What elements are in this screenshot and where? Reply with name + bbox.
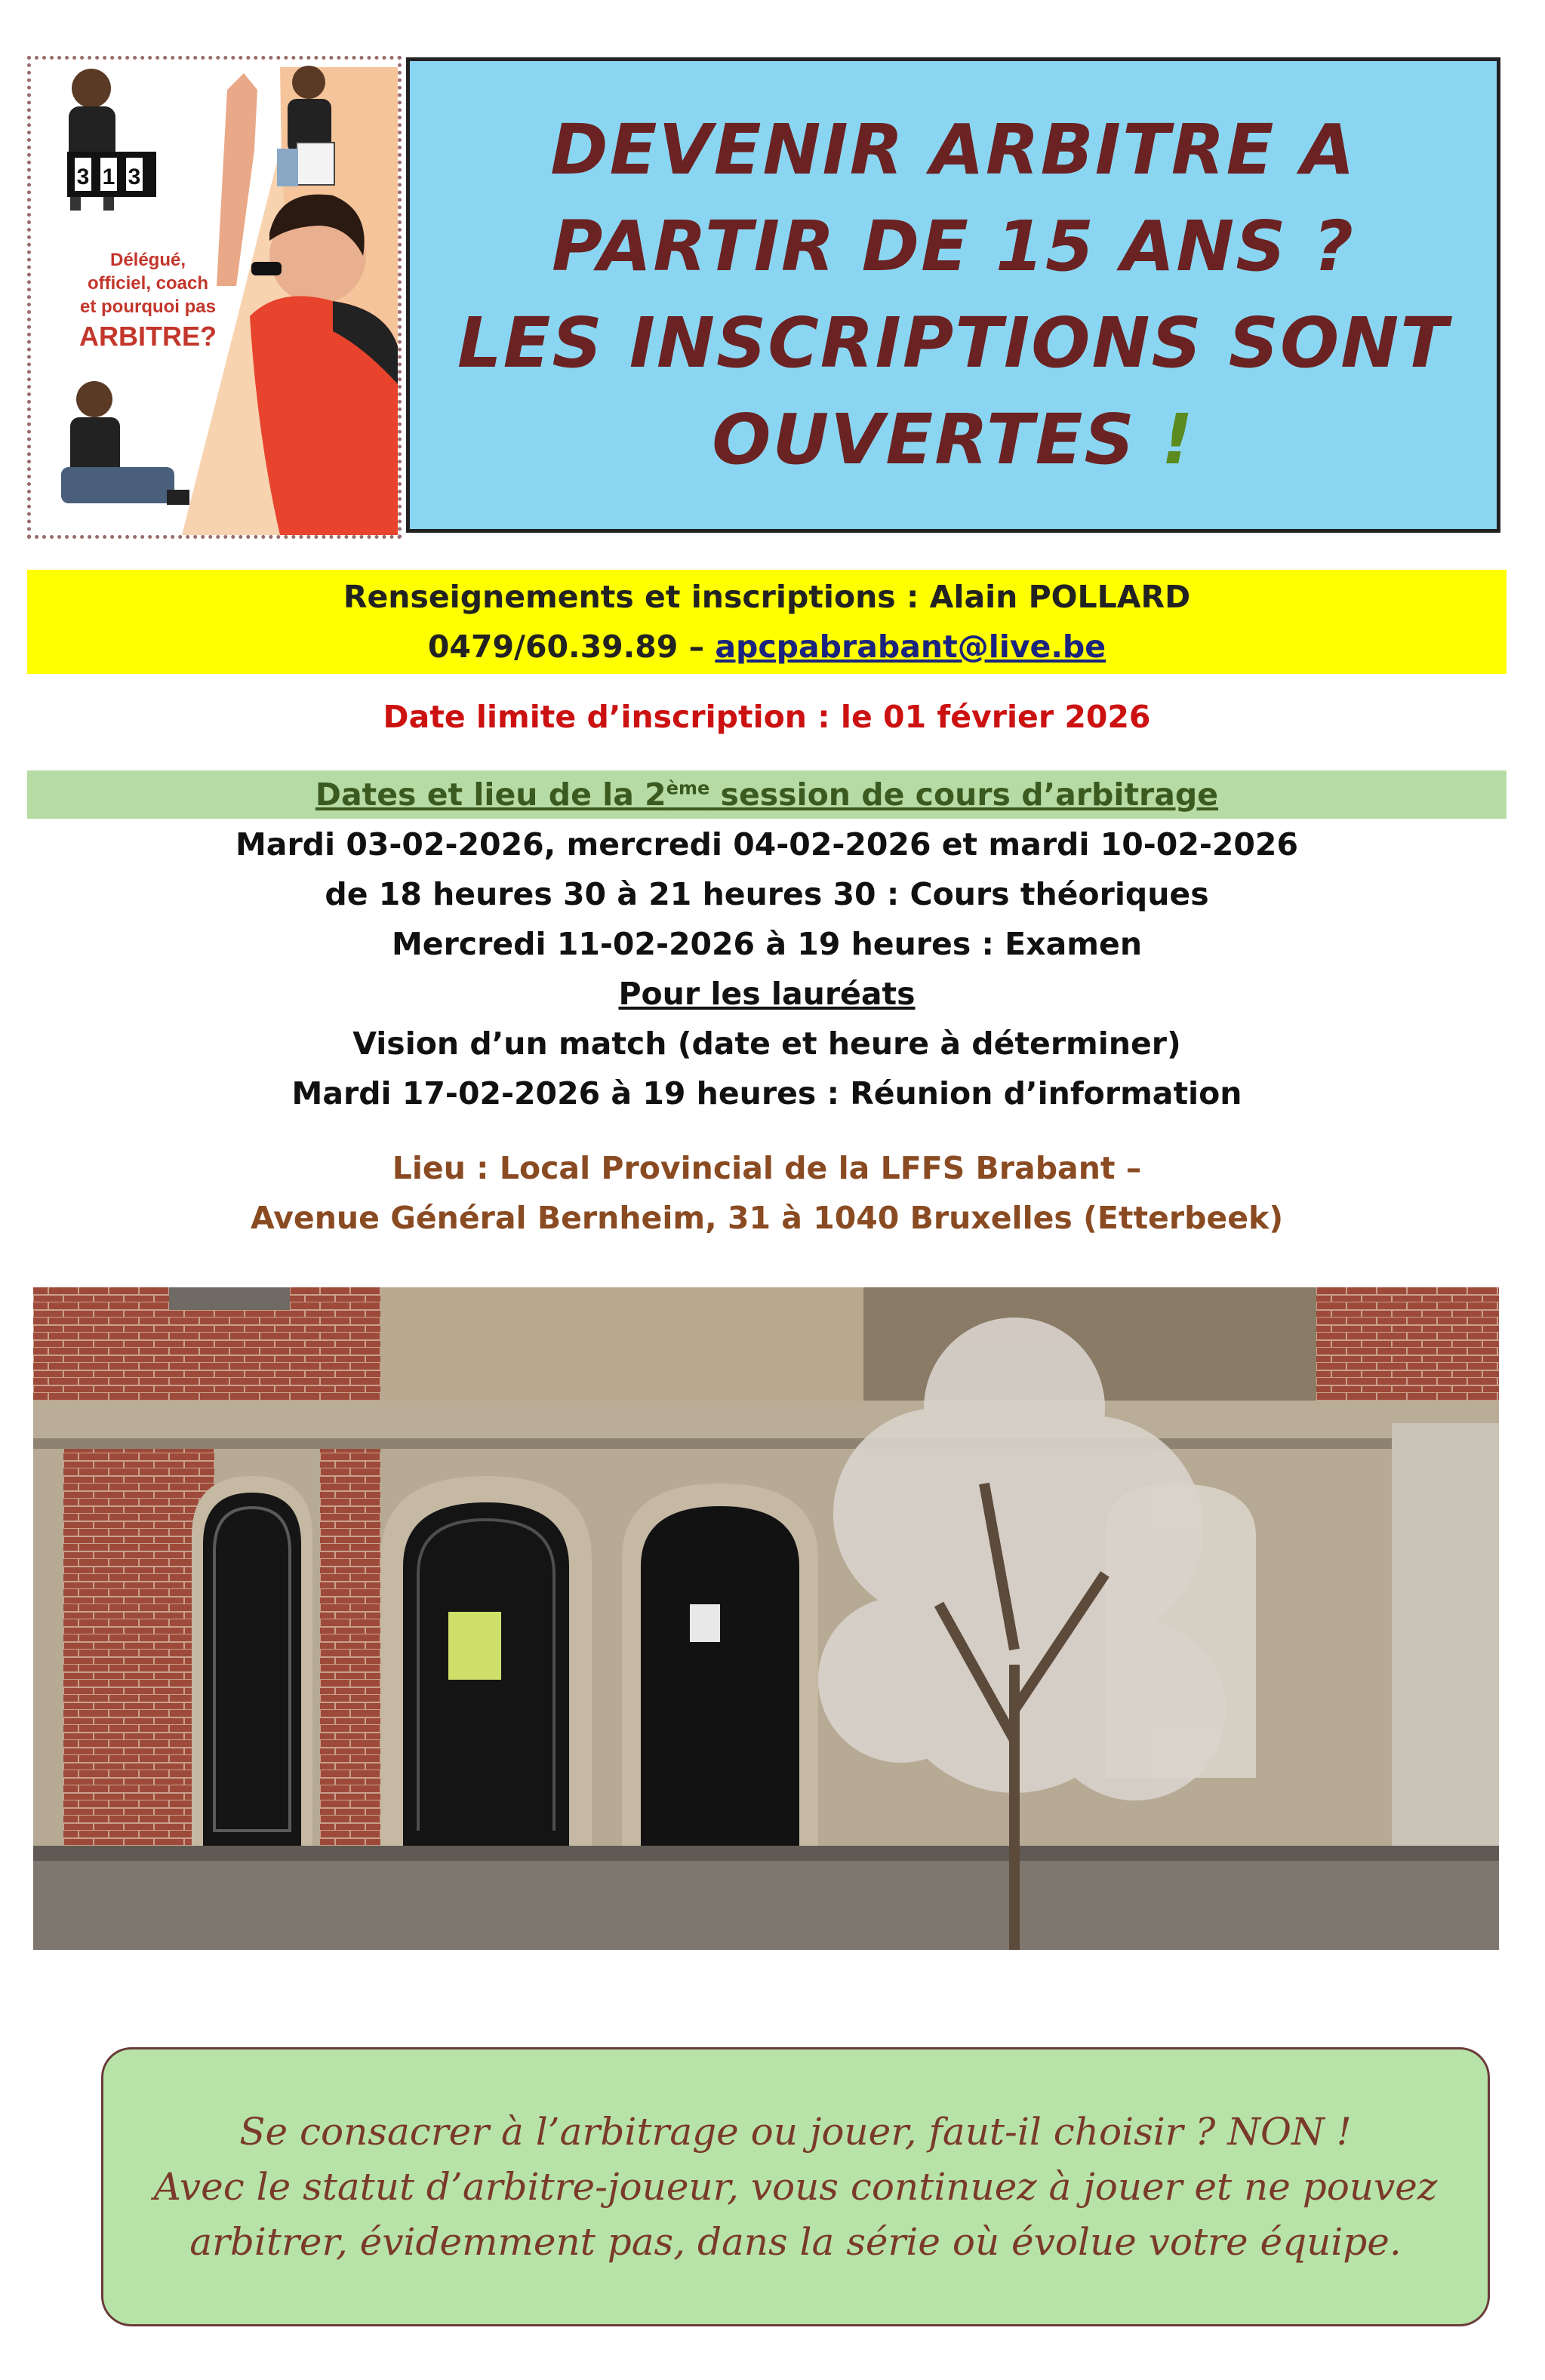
page-title: [457, 102, 1449, 488]
title-line: PARTIR DE 15 ANS ?: [552, 206, 1355, 287]
player-referee-note: [101, 2047, 1490, 2326]
title-box: [406, 57, 1500, 533]
heading-part: Dates et lieu de la 2: [315, 776, 666, 813]
poster-line: officiel, coach: [87, 273, 209, 294]
email-link[interactable]: apcpabrabant@live.be: [715, 629, 1106, 665]
poster-arbitre: ARBITRE?: [79, 321, 217, 352]
schedule: [0, 819, 1534, 1118]
sessions-heading-text: [315, 776, 1218, 813]
sessions-heading: [27, 770, 1507, 819]
svg-text:1: 1: [102, 165, 115, 189]
schedule-line: de 18 heures 30 à 21 heures 30 : Cours théoriques: [325, 876, 1209, 912]
poster-caption: [54, 248, 242, 355]
contact-banner: [27, 570, 1507, 674]
heading-part: session de cours d’arbitrage: [709, 776, 1219, 813]
schedule-line: Vision d’un match (date et heure à déterminer): [352, 1025, 1181, 1062]
schedule-line: Mercredi 11-02-2026 à 19 heures : Examen: [391, 926, 1143, 962]
referee-poster: [27, 56, 402, 539]
svg-text:3: 3: [76, 165, 90, 189]
title-line: OUVERTES: [712, 399, 1162, 480]
title-line: LES INSCRIPTIONS SONT: [457, 303, 1449, 383]
contact-line: Renseignements et inscriptions : Alain POLLARD: [343, 579, 1191, 615]
note-line: Se consacrer à l’arbitrage ou jouer, faut-il choisir ? NON !: [239, 2109, 1352, 2154]
contact-phone: 0479/60.39.89 –: [427, 629, 716, 665]
poster-line: et pourquoi pas: [80, 297, 216, 317]
laureats-heading: Pour les lauréats: [618, 976, 916, 1012]
location-line: Lieu : Local Provincial de la LFFS Brabant –: [392, 1150, 1142, 1186]
schedule-line: Mardi 17-02-2026 à 19 heures : Réunion d’information: [291, 1075, 1242, 1112]
note-line: Avec le statut d’arbitre-joueur, vous continuez à jouer et ne pouvez: [153, 2164, 1438, 2209]
schedule-line: Mardi 03-02-2026, mercredi 04-02-2026 et mardi 10-02-2026: [235, 826, 1298, 863]
note-text: [154, 2105, 1437, 2270]
building-photo: [33, 1287, 1499, 1950]
poster-line: Délégué,: [109, 250, 186, 270]
contact-line: [27, 622, 1507, 672]
heading-sup: ème: [666, 777, 710, 799]
building-facade-image: [33, 1287, 1499, 1950]
title-exclamation: !: [1161, 399, 1195, 480]
svg-text:3: 3: [128, 165, 141, 189]
deadline-text: Date limite d’inscription : le 01 février 2026: [383, 699, 1151, 735]
title-line: DEVENIR ARBITRE A: [550, 109, 1356, 190]
location: [0, 1143, 1534, 1243]
location-line: Avenue Général Bernheim, 31 à 1040 Bruxelles (Etterbeek): [250, 1200, 1284, 1236]
note-line: arbitrer, évidemment pas, dans la série où évolue votre équipe.: [189, 2219, 1402, 2264]
